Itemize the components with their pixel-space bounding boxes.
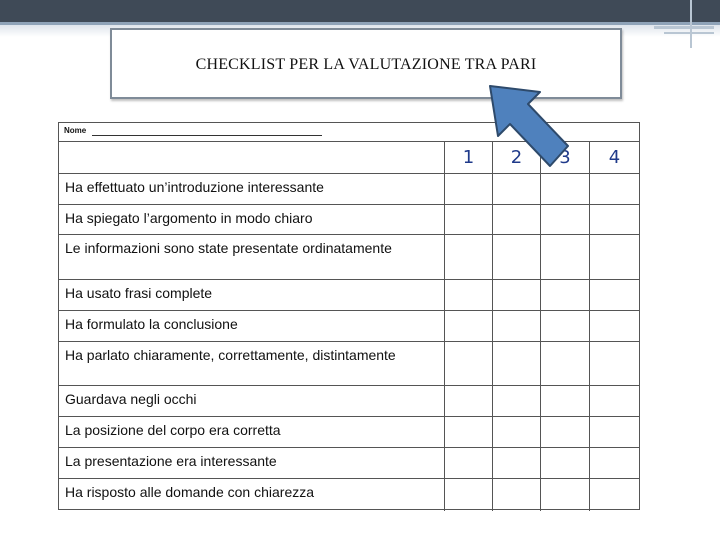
score-cell-1[interactable] (445, 479, 493, 511)
score-header-label: 2 (510, 147, 523, 168)
criterion-label: Ha formulato la conclusione (59, 311, 445, 341)
score-cell-4[interactable] (590, 448, 639, 478)
name-label: Nome (64, 126, 87, 135)
criterion-label: Le informazioni sono state presentate ordinatamente (59, 235, 445, 279)
criterion-label: Ha risposto alle domande con chiarezza (59, 479, 445, 511)
score-cell-2[interactable] (493, 417, 541, 447)
score-cell-4[interactable] (590, 417, 639, 447)
score-header-label: 3 (559, 147, 571, 168)
table-row (59, 479, 639, 511)
score-cell-4[interactable] (590, 479, 639, 511)
score-cell-4[interactable] (590, 386, 639, 416)
table-row (59, 205, 639, 235)
name-input-line[interactable] (92, 135, 322, 136)
score-cell-2[interactable] (493, 386, 541, 416)
score-cell-3[interactable] (541, 280, 590, 310)
score-cell-2[interactable] (493, 479, 541, 511)
top-decorative-bar (0, 0, 720, 22)
criterion-label: La posizione del corpo era corretta (59, 417, 445, 447)
score-header-label: 4 (608, 147, 621, 168)
score-cell-1[interactable] (445, 448, 493, 478)
score-cell-2[interactable] (493, 235, 541, 279)
score-cell-1[interactable] (445, 235, 493, 279)
criterion-label: Ha effettuato un’introduzione interessante (59, 174, 445, 204)
table-row (59, 417, 639, 448)
score-cell-1[interactable] (445, 386, 493, 416)
table-row (59, 235, 639, 280)
criterion-label: Ha usato frasi complete (59, 280, 445, 310)
corner-decoration (650, 0, 720, 50)
score-cell-4[interactable] (590, 205, 639, 234)
up-left-arrow-icon (470, 84, 590, 184)
score-cell-3[interactable] (541, 205, 590, 234)
score-cell-3[interactable] (541, 448, 590, 478)
score-cell-1[interactable] (445, 205, 493, 234)
criterion-label: Guardava negli occhi (59, 386, 445, 416)
score-cell-2[interactable] (493, 448, 541, 478)
score-cell-4[interactable] (590, 235, 639, 279)
score-cell-4[interactable] (590, 174, 639, 204)
score-cell-4[interactable] (590, 280, 639, 310)
score-cell-1[interactable] (445, 342, 493, 385)
table-row (59, 448, 639, 479)
table-row (59, 342, 639, 386)
score-cell-3[interactable] (541, 235, 590, 279)
header-blank-cell (59, 141, 445, 173)
criterion-label: La presentazione era interessante (59, 448, 445, 478)
score-cell-4[interactable] (590, 342, 639, 385)
table-row (59, 280, 639, 311)
score-cell-2[interactable] (493, 311, 541, 341)
header-score-4 (590, 141, 639, 173)
score-header-label: 1 (462, 147, 475, 168)
table-row (59, 386, 639, 417)
slide-title: CHECKLIST PER LA VALUTAZIONE TRA PARI (195, 56, 537, 73)
score-cell-2[interactable] (493, 205, 541, 234)
score-cell-2[interactable] (493, 342, 541, 385)
score-cell-3[interactable] (541, 342, 590, 385)
score-cell-3[interactable] (541, 417, 590, 447)
score-cell-1[interactable] (445, 280, 493, 310)
criterion-label: Ha parlato chiaramente, correttamente, distintamente (59, 342, 445, 385)
score-cell-3[interactable] (541, 311, 590, 341)
table-row (59, 311, 639, 342)
score-cell-2[interactable] (493, 280, 541, 310)
score-cell-3[interactable] (541, 479, 590, 511)
score-cell-1[interactable] (445, 417, 493, 447)
score-cell-3[interactable] (541, 386, 590, 416)
score-cell-1[interactable] (445, 311, 493, 341)
checklist-table (59, 141, 639, 511)
score-cell-4[interactable] (590, 311, 639, 341)
criterion-label: Ha spiegato l’argomento in modo chiaro (59, 205, 445, 234)
